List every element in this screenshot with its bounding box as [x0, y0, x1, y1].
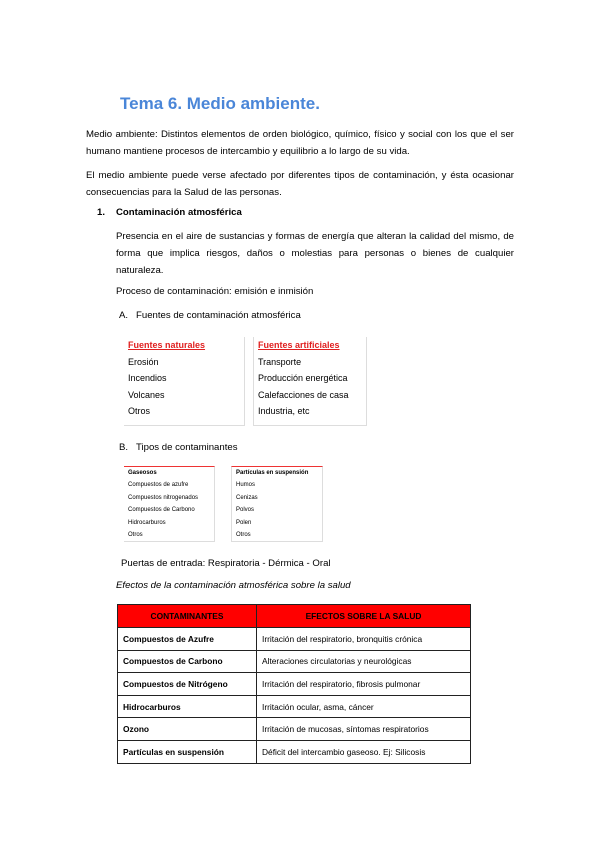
- table-cell: Irritación ocular, asma, cáncer: [257, 695, 471, 718]
- table-row: [118, 628, 471, 651]
- table-row: [118, 673, 471, 696]
- particles-box: [231, 466, 323, 542]
- artificial-sources-box: [253, 337, 367, 426]
- list-item: Otros: [128, 532, 143, 539]
- list-item: Polvos: [236, 507, 255, 514]
- intro-paragraph-1: Medio ambiente: Distintos elementos de orden biológico, químico, físico y social con los que el ser humano mantiene procesos de intercambio y equilibrio a lo largo de su vida.: [86, 129, 514, 157]
- page-title: Tema 6. Medio ambiente.: [120, 94, 320, 113]
- entry-routes: Puertas de entrada: Respiratoria - Dérmica - Oral: [121, 558, 331, 569]
- table-header: EFECTOS SOBRE LA SALUD: [257, 605, 471, 628]
- natural-sources-box: [124, 337, 245, 426]
- gases-header: Gaseosos: [128, 470, 157, 476]
- table-cell: Compuestos de Azufre: [118, 628, 257, 651]
- table-cell: Irritación del respiratorio, fibrosis pulmonar: [257, 673, 471, 696]
- list-item: Polen: [236, 519, 252, 526]
- table-cell: Alteraciones circulatorias y neurológicas: [257, 650, 471, 673]
- gases-box: [124, 466, 215, 542]
- particles-header: Partículas en suspensión: [236, 470, 309, 476]
- table-cell: Compuestos de Nitrógeno: [118, 673, 257, 696]
- list-item: Compuestos de azufre: [128, 482, 189, 489]
- artificial-sources-header: Fuentes artificiales: [258, 340, 340, 350]
- list-item: Otros: [128, 406, 151, 416]
- list-item: Volcanes: [128, 389, 165, 400]
- list-item: Calefacciones de casa: [258, 389, 349, 400]
- table-cell: Irritación del respiratorio, bronquitis crónica: [257, 628, 471, 651]
- table-cell: Déficit del intercambio gaseoso. Ej: Silicosis: [257, 740, 471, 763]
- list-item: Compuestos nitrogenados: [128, 494, 199, 501]
- table-header: CONTAMINANTES: [118, 605, 257, 628]
- sub-a-title: Fuentes de contaminación atmosférica: [136, 310, 301, 321]
- list-item: Incendios: [128, 373, 167, 383]
- table-row: [118, 650, 471, 673]
- table-cell: Compuestos de Carbono: [118, 650, 257, 673]
- list-item: Transporte: [258, 356, 302, 367]
- table-cell: Irritación de mucosas, síntomas respiratorios: [257, 718, 471, 741]
- list-item: Compuestos de Carbono: [128, 507, 195, 514]
- list-item: Cenizas: [236, 494, 258, 501]
- list-item: Hidrocarburos: [128, 519, 166, 526]
- table-cell: Hidrocarburos: [118, 695, 257, 718]
- list-item: Industria, etc: [258, 406, 310, 416]
- effects-caption: Efectos de la contaminación atmosférica sobre la salud: [116, 580, 351, 591]
- list-item: Erosión: [128, 356, 159, 367]
- list-item: Producción energética: [258, 373, 348, 383]
- table-row: [118, 695, 471, 718]
- table-cell: Ozono: [118, 718, 257, 741]
- section-paragraph: Presencia en el aire de sustancias y formas de energía que alteran la calidad del mismo, de forma que implica riesgos, daños o molestias para personas o bienes de cualquier naturaleza.: [116, 231, 514, 276]
- sub-a-letter: A.: [119, 310, 129, 321]
- intro-paragraph-2: El medio ambiente puede verse afectado por diferentes tipos de contaminación, y ésta ocasionar consecuencias para la Salud de las personas.: [86, 170, 514, 198]
- effects-table: [117, 604, 471, 764]
- natural-sources-header: Fuentes naturales: [128, 340, 206, 350]
- sub-b-title: Tipos de contaminantes: [136, 442, 238, 453]
- table-row: [118, 740, 471, 763]
- process-text: Proceso de contaminación: emisión e inmisión: [116, 286, 314, 297]
- table-cell: Partículas en suspensión: [118, 740, 257, 763]
- list-item: Humos: [236, 482, 256, 489]
- list-item: Otros: [236, 532, 251, 539]
- table-row: [118, 718, 471, 741]
- table-header-row: [118, 605, 471, 628]
- sub-b-letter: B.: [119, 442, 129, 453]
- section-number: 1.: [97, 207, 106, 218]
- section-title: Contaminación atmosférica: [116, 207, 242, 218]
